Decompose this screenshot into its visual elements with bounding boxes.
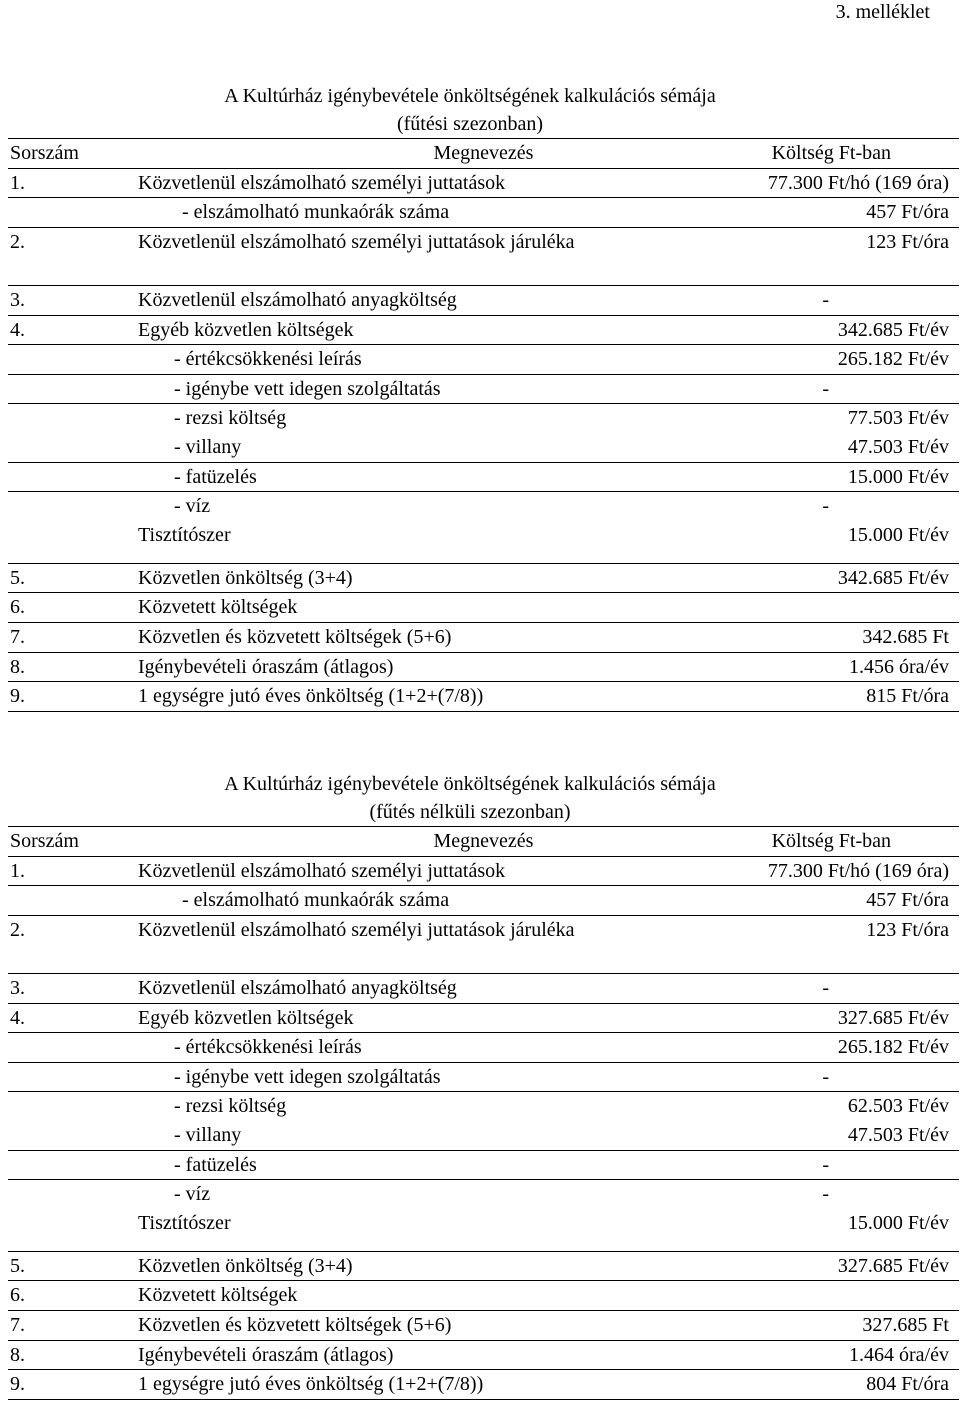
table-row (8, 1121, 959, 1150)
table-row (8, 1179, 959, 1209)
row-index: 9. (10, 685, 25, 708)
table-row (8, 1003, 959, 1033)
table-row (8, 403, 959, 433)
row-index: 9. (10, 1373, 25, 1396)
table-row (8, 227, 959, 285)
col-header-index: Sorszám (10, 142, 79, 164)
row-cost: 1.464 óra/év (849, 1343, 949, 1366)
row-index: 1. (10, 859, 25, 882)
table-header (8, 138, 959, 168)
row-cost: 123 Ft/óra (866, 918, 949, 941)
row-name: - rezsi költség (174, 407, 287, 430)
table-row (8, 622, 959, 652)
row-name: - elszámolható munkaórák száma (182, 889, 450, 912)
table-row (8, 973, 959, 1003)
table-row (8, 1091, 959, 1121)
row-cost: 342.685 Ft/év (837, 566, 949, 589)
table-header (8, 826, 959, 856)
row-cost: 77.300 Ft/hó (169 óra) (767, 171, 949, 194)
row-index: 2. (10, 230, 25, 253)
row-name: 1 egységre jutó éves önköltség (1+2+(7/8)) (138, 685, 484, 708)
row-cost: 15.000 Ft/év (847, 523, 949, 546)
row-index: 8. (10, 1343, 25, 1366)
row-name: - víz (174, 1183, 211, 1206)
row-name: - fatüzelés (174, 465, 257, 488)
table-row (8, 563, 959, 593)
table-row (8, 1310, 959, 1340)
row-cost: 62.503 Ft/év (847, 1095, 949, 1118)
table-row (8, 915, 959, 973)
col-header-name: Megnevezés (433, 142, 534, 164)
section-1-title: A Kultúrház igénybevétele önköltségének kalkulációs sémája (224, 85, 716, 107)
row-cost: 327.685 Ft/év (837, 1006, 949, 1029)
row-name: Közvetlenül elszámolható személyi juttatások (138, 171, 506, 194)
table-row (8, 1340, 959, 1370)
row-name: Közvetlenül elszámolható személyi juttatások járuléka (138, 918, 575, 941)
row-index: 2. (10, 918, 25, 941)
table-row (8, 1251, 959, 1281)
row-name: - értékcsökkenési leírás (174, 1036, 362, 1059)
row-index: 7. (10, 625, 25, 648)
row-cost: - (822, 1183, 829, 1206)
col-header-name: Megnevezés (433, 830, 534, 852)
row-index: 8. (10, 655, 25, 678)
row-cost: - (822, 1065, 829, 1088)
row-cost: 804 Ft/óra (866, 1373, 949, 1396)
section-1-table (8, 138, 959, 712)
row-name: 1 egységre jutó éves önköltség (1+2+(7/8)) (138, 1373, 484, 1396)
row-name: Közvetlen és közvetett költségek (5+6) (138, 625, 452, 648)
row-cost: 815 Ft/óra (866, 685, 949, 708)
row-cost: 457 Ft/óra (866, 201, 949, 224)
row-name: Közvetlenül elszámolható személyi juttatások járuléka (138, 230, 575, 253)
col-header-cost: Költség Ft-ban (771, 142, 891, 164)
row-cost: - (822, 976, 829, 999)
row-name: Közvetlen és közvetett költségek (5+6) (138, 1313, 452, 1336)
row-cost: - (822, 377, 829, 400)
row-name: Tisztítószer (138, 1211, 231, 1234)
row-cost: 265.182 Ft/év (837, 348, 949, 371)
row-cost: 342.685 Ft (862, 625, 949, 648)
table-row (8, 433, 959, 462)
row-cost: 47.503 Ft/év (847, 435, 949, 458)
table-row (8, 315, 959, 345)
table-row (8, 374, 959, 404)
row-cost: 1.456 óra/év (849, 655, 949, 678)
section-1-subtitle: (fűtési szezonban) (396, 113, 544, 135)
row-cost: - (822, 288, 829, 311)
row-name: - villany (174, 435, 242, 458)
row-index: 1. (10, 171, 25, 194)
row-name: Tisztítószer (138, 523, 231, 546)
row-name: - igénybe vett idegen szolgáltatás (174, 377, 441, 400)
row-cost: 457 Ft/óra (866, 889, 949, 912)
table-row (8, 285, 959, 315)
table-row (8, 1369, 959, 1400)
col-header-index: Sorszám (10, 830, 79, 852)
table-row (8, 1062, 959, 1092)
row-cost: 327.685 Ft (862, 1313, 949, 1336)
table-row (8, 1150, 959, 1180)
table-row (8, 491, 959, 521)
table-row (8, 1209, 959, 1251)
table-row (8, 1032, 959, 1062)
row-index: 3. (10, 288, 25, 311)
table-row (8, 197, 959, 227)
row-name: - elszámolható munkaórák száma (182, 201, 450, 224)
row-cost: - (822, 1153, 829, 1176)
row-index: 6. (10, 596, 25, 619)
row-index: 7. (10, 1313, 25, 1336)
row-name: Közvetlen önköltség (3+4) (138, 1254, 353, 1277)
row-cost: - (822, 495, 829, 518)
row-name: - értékcsökkenési leírás (174, 348, 362, 371)
row-index: 5. (10, 566, 25, 589)
col-header-cost: Költség Ft-ban (771, 830, 891, 852)
table-row (8, 462, 959, 492)
section-2-title: A Kultúrház igénybevétele önköltségének kalkulációs sémája (224, 773, 716, 795)
row-cost: 77.503 Ft/év (847, 407, 949, 430)
row-name: Közvetlenül elszámolható anyagköltség (138, 288, 457, 311)
row-name: Közvetett költségek (138, 596, 298, 619)
row-cost: 15.000 Ft/év (847, 465, 949, 488)
row-name: Igénybevételi óraszám (átlagos) (138, 1343, 394, 1366)
annex-label: 3. melléklet (835, 1, 930, 23)
row-name: - villany (174, 1123, 242, 1146)
row-index: 5. (10, 1254, 25, 1277)
section-2-table (8, 826, 959, 1400)
row-name: - rezsi költség (174, 1095, 287, 1118)
row-index: 4. (10, 318, 25, 341)
row-cost: 342.685 Ft/év (837, 318, 949, 341)
row-index: 3. (10, 976, 25, 999)
table-row (8, 344, 959, 374)
table-row (8, 1280, 959, 1310)
row-index: 6. (10, 1284, 25, 1307)
table-row (8, 592, 959, 622)
table-row (8, 168, 959, 198)
table-row (8, 652, 959, 682)
table-row (8, 885, 959, 915)
row-name: Közvetlenül elszámolható személyi juttatások (138, 859, 506, 882)
row-cost: 327.685 Ft/év (837, 1254, 949, 1277)
row-name: Közvetlenül elszámolható anyagköltség (138, 976, 457, 999)
row-name: Egyéb közvetlen költségek (138, 318, 354, 341)
row-name: Közvetlen önköltség (3+4) (138, 566, 353, 589)
row-cost: 15.000 Ft/év (847, 1211, 949, 1234)
row-name: - víz (174, 495, 211, 518)
section-2-subtitle: (fűtés nélküli szezonban) (369, 801, 571, 823)
row-name: Igénybevételi óraszám (átlagos) (138, 655, 394, 678)
row-name: - igénybe vett idegen szolgáltatás (174, 1065, 441, 1088)
row-cost: 47.503 Ft/év (847, 1123, 949, 1146)
row-index: 4. (10, 1006, 25, 1029)
table-row (8, 681, 959, 712)
row-name: Egyéb közvetlen költségek (138, 1006, 354, 1029)
row-cost: 265.182 Ft/év (837, 1036, 949, 1059)
table-row (8, 856, 959, 886)
row-cost: 123 Ft/óra (866, 230, 949, 253)
row-name: - fatüzelés (174, 1153, 257, 1176)
row-cost: 77.300 Ft/hó (169 óra) (767, 859, 949, 882)
table-row (8, 521, 959, 563)
row-name: Közvetett költségek (138, 1284, 298, 1307)
